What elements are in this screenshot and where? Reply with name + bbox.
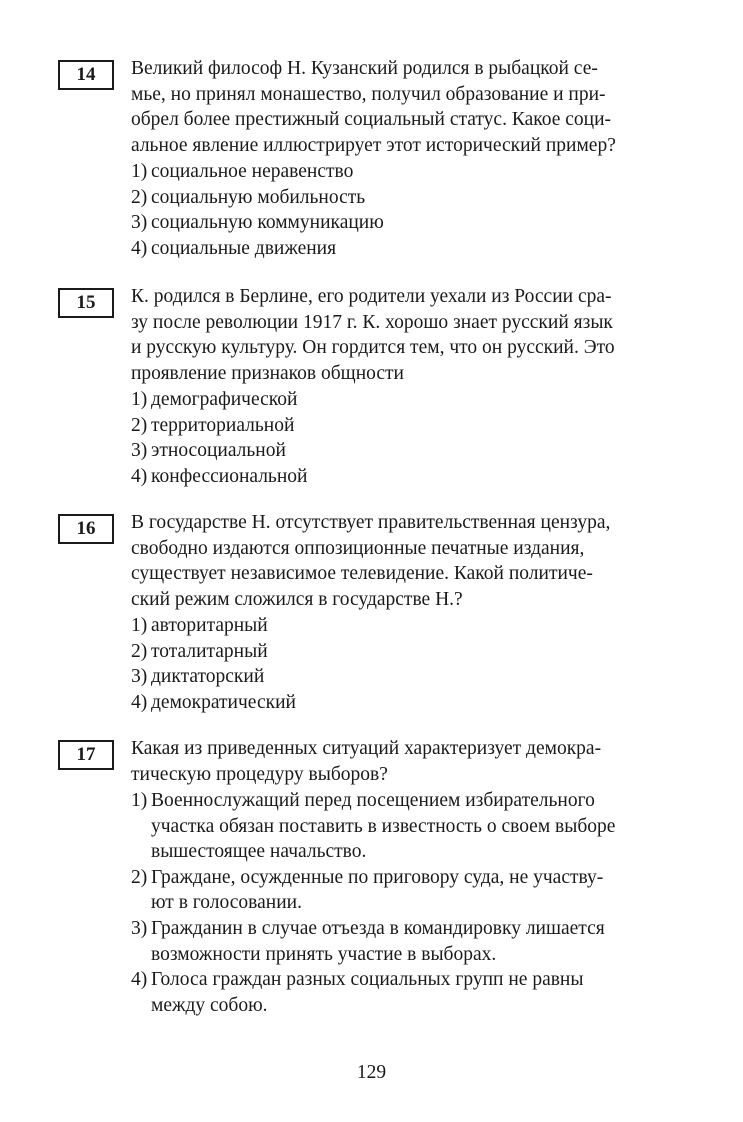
question-text — [131, 510, 698, 612]
question-line: Великий философ Н. Кузанский родился в рыбацкой се- — [131, 58, 598, 79]
option-number: 3) — [131, 917, 148, 939]
question-number-box: 15 — [58, 288, 114, 318]
option-line: ют в голосовании. — [151, 892, 302, 914]
answer-option — [131, 413, 698, 439]
option-text: этносоциальной — [151, 440, 286, 462]
question-text — [131, 284, 698, 386]
option-number: 2) — [131, 186, 148, 208]
option-number: 2) — [131, 414, 148, 436]
answer-option — [131, 916, 698, 967]
option-line: Военнослужащий перед посещением избирательного — [151, 790, 595, 811]
answer-option — [131, 690, 698, 716]
answer-option — [131, 210, 698, 236]
question-line: существует независимое телевидение. Какой политиче- — [131, 563, 593, 585]
question-line: свободно издаются оппозиционные печатные издания, — [131, 537, 585, 559]
answer-options — [131, 613, 698, 715]
question-text — [131, 56, 698, 158]
option-line: возможности принять участие в выборах. — [151, 943, 497, 965]
answer-option — [131, 236, 698, 262]
answer-option — [131, 438, 698, 464]
option-number: 4) — [131, 691, 148, 713]
answer-option — [131, 464, 698, 490]
option-number: 4) — [131, 237, 148, 259]
option-line: Граждане, осужденные по приговору суда, не участву- — [151, 866, 604, 888]
page-number: 129 — [356, 1062, 387, 1083]
question-text — [131, 736, 698, 787]
option-text: территориальной — [151, 414, 295, 436]
answer-option — [131, 788, 698, 865]
answer-option — [131, 613, 698, 639]
option-line: между собою. — [151, 994, 268, 1016]
option-text: социальные движения — [151, 237, 337, 259]
question-line: зу после революции 1917 г. К. хорошо знает русский язык — [131, 311, 613, 333]
option-line: Голоса граждан разных социальных групп не равны — [151, 969, 584, 991]
option-text: социальную мобильность — [151, 186, 366, 208]
option-number: 2) — [131, 640, 148, 662]
option-number: 4) — [131, 969, 148, 991]
option-text: конфессиональной — [151, 465, 308, 487]
question-line: Какая из приведенных ситуаций характеризует демокра- — [131, 738, 602, 759]
option-number: 1) — [131, 161, 148, 182]
question-number-box: 17 — [58, 740, 114, 770]
question-line: обрел более престижный социальный статус. Какое соци- — [131, 109, 612, 131]
question-line: В государстве Н. отсутствует правительственная цензура, — [131, 512, 611, 533]
option-text — [151, 865, 698, 916]
question-number-box: 16 — [58, 514, 114, 544]
option-number: 1) — [131, 790, 148, 811]
option-text — [151, 916, 698, 967]
option-number: 3) — [131, 666, 148, 688]
option-number: 3) — [131, 440, 148, 462]
answer-option — [131, 664, 698, 690]
option-number: 3) — [131, 212, 148, 234]
option-text — [151, 788, 698, 865]
answer-options — [131, 159, 698, 261]
option-line: Гражданин в случае отъезда в командировку лишается — [151, 917, 605, 939]
answer-option — [131, 159, 698, 185]
question-line: тическую процедуру выборов? — [131, 763, 388, 785]
option-text: авторитарный — [151, 615, 268, 636]
option-text: социальное неравенство — [151, 161, 354, 182]
option-number: 4) — [131, 465, 148, 487]
answer-option — [131, 865, 698, 916]
question-line: мье, но принял монашество, получил образование и при- — [131, 83, 606, 105]
answer-options — [131, 788, 698, 1018]
option-number: 1) — [131, 389, 148, 410]
question-line: и русскую культуру. Он гордится тем, что он русский. Это — [131, 337, 615, 359]
option-line: вышестоящее начальство. — [151, 841, 367, 863]
answer-option — [131, 185, 698, 211]
question-line: проявление признаков общности — [131, 362, 404, 384]
option-text: социальную коммуникацию — [151, 212, 384, 234]
option-text — [151, 967, 698, 1018]
option-text: демографической — [151, 389, 298, 410]
option-line: участка обязан поставить в известность о своем выборе — [151, 815, 616, 837]
option-text: демократический — [151, 691, 296, 713]
answer-option — [131, 967, 698, 1018]
question-line: ский режим сложился в государстве Н.? — [131, 588, 463, 610]
question-line: альное явление иллюстрирует этот исторический пример? — [131, 134, 616, 156]
question-line: К. родился в Берлине, его родители уехали из России сра- — [131, 286, 612, 307]
option-number: 2) — [131, 866, 148, 888]
question-number-box: 14 — [58, 60, 114, 90]
answer-option — [131, 639, 698, 665]
option-text: диктаторский — [151, 666, 265, 688]
answer-options — [131, 387, 698, 489]
answer-option — [131, 387, 698, 413]
option-text: тоталитарный — [151, 640, 268, 662]
option-number: 1) — [131, 615, 148, 636]
